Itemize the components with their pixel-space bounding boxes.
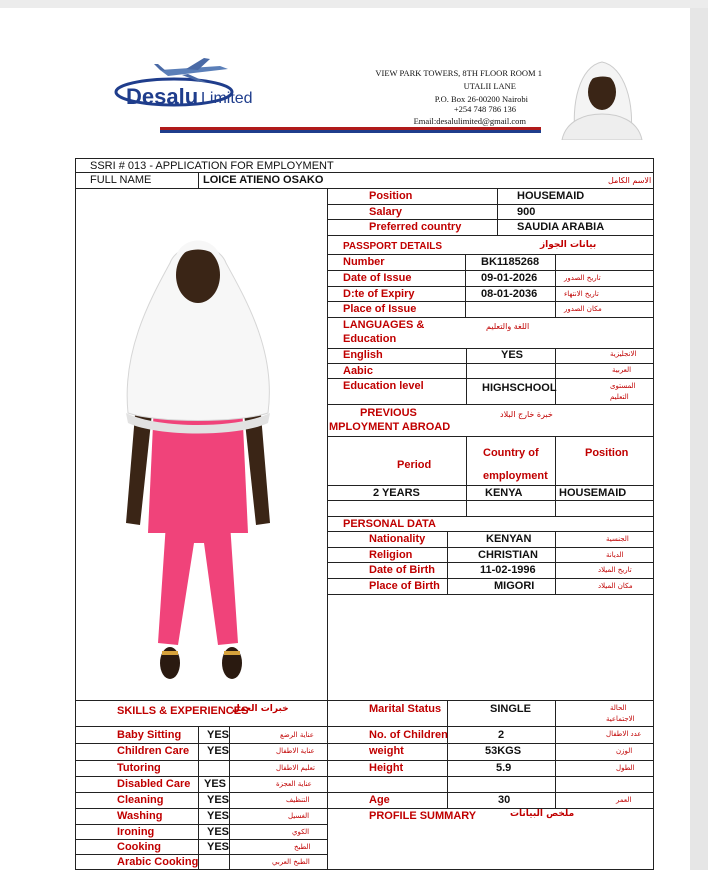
- weight-label: weight: [369, 745, 404, 757]
- rule-v-emp1: [466, 436, 467, 516]
- skill-label: Disabled Care: [117, 778, 191, 790]
- skill-value: YES: [207, 810, 230, 822]
- religion-label: Religion: [369, 549, 413, 561]
- preferred-country-value: SAUDIA ARABIA: [517, 221, 605, 233]
- skill-arabic: الطبخ العربي: [272, 858, 310, 866]
- weight-value: 53KGS: [485, 745, 522, 757]
- page-shadow: [690, 8, 708, 870]
- rule-name-top: [75, 172, 654, 173]
- full-name-value: LOICE ATIENO OSAKO: [203, 174, 324, 186]
- col-country-2: employment: [483, 470, 548, 482]
- skill-arabic: التنظيف: [286, 796, 310, 804]
- arabic-arabic: العربية: [612, 366, 632, 374]
- languages-heading-2: Education: [343, 333, 397, 345]
- expiry-date-label: D:te of Expiry: [343, 288, 415, 300]
- place-of-issue-label: Place of Issue: [343, 303, 417, 315]
- pob-value: MIGORI: [494, 580, 535, 592]
- full-body-photo: [108, 223, 288, 683]
- employment-row-period: 2 YEARS: [373, 487, 420, 499]
- skill-label: Tutoring: [117, 762, 161, 774]
- religion-arabic: الديانة: [606, 551, 624, 559]
- age-label: Age: [369, 794, 390, 806]
- english-value: YES: [501, 349, 524, 361]
- form-title: SSRI # 013 - APPLICATION FOR EMPLOYMENT: [90, 160, 334, 172]
- company-brand-suffix: [201, 90, 253, 108]
- rule-r17: [327, 531, 654, 532]
- previous-employment-heading: PREVIOUS: [360, 407, 417, 419]
- passport-number-label: Number: [343, 256, 385, 268]
- skill-value: YES: [207, 826, 230, 838]
- rule-r1: [327, 204, 654, 205]
- previous-employment-arabic: خبرة خارج البلاد: [500, 410, 553, 419]
- education-value: HIGHSCHOOL: [482, 382, 557, 394]
- dob-label: Date of Birth: [369, 564, 435, 576]
- education-arabic-1: المستوى: [610, 382, 636, 390]
- skill-arabic: تعليم الاطفال: [276, 764, 315, 772]
- skill-value: YES: [207, 729, 230, 741]
- age-arabic: العمر: [616, 796, 632, 804]
- height-label: Height: [369, 762, 404, 774]
- height-arabic: الطول: [616, 764, 635, 772]
- skill-arabic: الطبخ: [294, 843, 311, 851]
- nationality-value: KENYAN: [486, 533, 532, 545]
- skill-label: Ironing: [117, 826, 155, 838]
- skill-label: Arabic Cooking: [117, 856, 199, 868]
- rule-v-stat2: [555, 700, 556, 808]
- rule-b7: [75, 824, 328, 825]
- full-name-label: FULL NAME: [90, 174, 152, 186]
- rule-v-pers1: [447, 531, 448, 594]
- rule-r5: [327, 270, 654, 271]
- skill-arabic: الغسيل: [288, 812, 310, 820]
- religion-value: CHRISTIAN: [478, 549, 538, 561]
- rule-b1: [75, 726, 654, 727]
- rule-r19: [327, 562, 654, 563]
- children-label: No. of Children: [369, 729, 448, 741]
- salary-label: Salary: [369, 206, 403, 218]
- skills-heading-arabic: خبرات العمل: [232, 704, 289, 714]
- rule-v-skills2: [229, 726, 230, 869]
- header-rule-blue: [160, 130, 541, 133]
- rule-r12: [327, 404, 654, 405]
- preferred-country-label: Preferred country: [369, 221, 462, 233]
- dob-arabic: تاريخ الميلاد: [598, 566, 632, 574]
- skill-arabic: عناية الرضع: [280, 731, 314, 739]
- age-value: 30: [498, 794, 511, 806]
- rule-v-skills1: [198, 726, 199, 869]
- rule-v-lang2: [555, 348, 556, 404]
- rule-name-bottom: [75, 188, 654, 189]
- passport-heading-arabic: بيانات الجواز: [540, 240, 597, 250]
- rule-r7: [327, 301, 654, 302]
- rule-r10: [327, 363, 654, 364]
- rule-b9: [75, 854, 328, 855]
- personal-data-heading: PERSONAL DATA: [343, 518, 436, 530]
- skill-label: Children Care: [117, 745, 190, 757]
- arabic-label: Aabic: [343, 365, 373, 377]
- skill-label: Baby Sitting: [117, 729, 182, 741]
- rule-r8: [327, 317, 654, 318]
- profile-summary-arabic: ملخص البيانات: [510, 809, 575, 819]
- issue-date-label: Date of Issue: [343, 272, 412, 284]
- pob-label: Place of Birth: [369, 580, 440, 592]
- expiry-date-value: 08-01-2036: [481, 288, 538, 300]
- rule-r13: [327, 436, 654, 437]
- col-position: Position: [585, 447, 629, 459]
- rule-name-split: [198, 172, 199, 188]
- children-arabic: عدد الاطفال: [606, 730, 642, 738]
- rule-v-stat1: [447, 700, 448, 808]
- pob-arabic: مكان الميلاد: [598, 582, 633, 590]
- education-arabic-2: التعليم: [610, 393, 629, 401]
- rule-skills-top: [75, 700, 654, 701]
- rule-b4: [75, 776, 654, 777]
- position-label: Position: [369, 190, 413, 202]
- skill-value: YES: [207, 841, 230, 853]
- english-arabic: الانجليزية: [610, 350, 637, 358]
- skill-arabic: عناية العجزة: [276, 780, 312, 788]
- expiry-date-arabic: تاريخ الانتهاء: [564, 290, 599, 298]
- rule-v-pass2: [555, 254, 556, 317]
- rule-b5: [75, 792, 654, 793]
- rule-v-lang: [466, 348, 467, 404]
- col-country-1: Country of: [483, 447, 539, 459]
- skill-value: YES: [204, 778, 227, 790]
- marital-status-arabic-2: الاجتماعية: [606, 715, 635, 723]
- skill-value: YES: [207, 745, 230, 757]
- brand-word: Desalu: [126, 84, 199, 109]
- english-label: English: [343, 349, 383, 361]
- rule-left: [75, 158, 76, 869]
- issue-date-value: 09-01-2026: [481, 272, 538, 284]
- skill-arabic: عناية الاطفال: [276, 747, 315, 755]
- salary-value: 900: [517, 206, 536, 218]
- full-name-arabic: الاسم الكامل: [608, 176, 652, 185]
- rule-r11: [327, 378, 654, 379]
- rule-r20: [327, 578, 654, 579]
- education-label: Education level: [343, 380, 424, 392]
- address-line-4: +254 748 786 136: [453, 104, 516, 114]
- address-line-3: P.O. Box 26-00200 Nairobi: [434, 94, 528, 104]
- passport-heading: PASSPORT DETAILS: [343, 241, 443, 252]
- company-brand-name: [126, 84, 198, 110]
- rule-r14: [327, 485, 654, 486]
- rule-r16: [327, 516, 654, 517]
- rule-v-pers2: [555, 531, 556, 594]
- languages-heading-arabic: اللغة والتعليم: [486, 322, 530, 331]
- children-value: 2: [498, 729, 505, 741]
- passport-number-value: BK1185268: [481, 256, 540, 268]
- position-value: HOUSEMAID: [517, 190, 585, 202]
- rule-v-emp2: [555, 436, 556, 516]
- rule-b3: [75, 760, 654, 761]
- rule-v-pass: [465, 254, 466, 317]
- issue-date-arabic: تاريخ الصدور: [564, 274, 601, 282]
- place-of-issue-arabic: مكان الصدور: [564, 305, 602, 313]
- col-period: Period: [397, 459, 432, 471]
- previous-employment-heading-2: MPLOYMENT ABROAD: [329, 421, 451, 433]
- rule-mid: [327, 188, 328, 869]
- rule-r3: [327, 235, 654, 236]
- skill-arabic: الكوي: [292, 828, 310, 836]
- address-line-1: VIEW PARK TOWERS, 8TH FLOOR ROOM 1: [375, 68, 542, 78]
- application-form-page: [0, 8, 690, 870]
- profile-summary-label: PROFILE SUMMARY: [369, 810, 477, 822]
- rule-title-top: [75, 158, 654, 159]
- skill-value: YES: [207, 794, 230, 806]
- rule-r2: [327, 219, 654, 220]
- weight-arabic: الوزن: [616, 747, 633, 755]
- dob-value: 11-02-1996: [480, 564, 536, 576]
- rule-r15: [327, 500, 654, 501]
- rule-r21: [327, 594, 654, 595]
- nationality-arabic: الجنسية: [606, 535, 629, 543]
- employment-row-country: KENYA: [485, 487, 523, 499]
- rule-r4: [327, 254, 654, 255]
- skill-label: Cooking: [117, 841, 161, 853]
- rule-r18: [327, 547, 654, 548]
- marital-status-value: SINGLE: [490, 703, 531, 715]
- rule-right: [653, 158, 654, 869]
- skill-label: Washing: [117, 810, 163, 822]
- rule-b2: [75, 743, 654, 744]
- rule-b8: [75, 839, 328, 840]
- nationality-label: Nationality: [369, 533, 426, 545]
- address-line-2: UTALII LANE: [463, 81, 516, 91]
- skill-label: Cleaning: [117, 794, 164, 806]
- height-value: 5.9: [496, 762, 512, 774]
- rule-r6: [327, 286, 654, 287]
- small-portrait-photo: [556, 44, 648, 140]
- brand-suffix-word: Limited: [201, 90, 253, 107]
- skills-heading: SKILLS & EXPERIENCES: [117, 705, 249, 717]
- marital-status-label: Marital Status: [369, 703, 442, 715]
- address-line-5: Email:desalulimited@gmail.com: [413, 116, 526, 126]
- rule-v-job2: [497, 188, 498, 204]
- marital-status-arabic-1: الحالة: [610, 704, 627, 712]
- employment-row-position: HOUSEMAID: [559, 487, 627, 499]
- languages-heading: LANGUAGES &: [343, 319, 425, 331]
